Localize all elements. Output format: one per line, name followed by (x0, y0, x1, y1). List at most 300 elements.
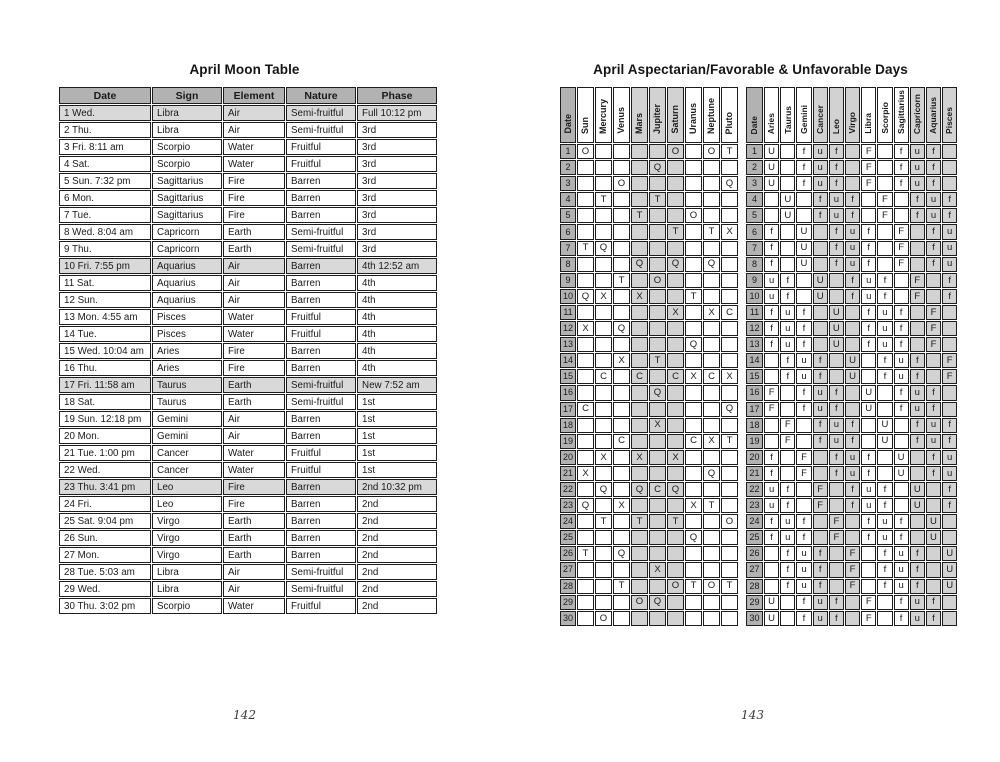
favorability-cell: f (829, 144, 844, 159)
grid-row (560, 176, 738, 191)
aspect-cell (703, 530, 720, 545)
moon-cell-element: Water (223, 445, 285, 461)
favorability-cell: u (877, 530, 892, 545)
aspect-cell (649, 611, 666, 626)
favorability-cell (845, 144, 860, 159)
moon-cell-nature: Barren (286, 343, 356, 359)
aspect-cell (595, 321, 612, 336)
favorability-cell: f (926, 611, 941, 626)
favorability-cell: f (894, 530, 909, 545)
favorability-cell: f (813, 546, 828, 561)
moon-cell-phase: 2nd (357, 598, 437, 614)
moon-cell-sign: Libra (152, 581, 222, 597)
favorability-cell: f (861, 466, 876, 481)
aspect-cell: T (667, 224, 684, 239)
favorability-cell: f (764, 241, 779, 256)
favorable-header-row (746, 87, 957, 143)
aspect-cell (613, 562, 630, 577)
favorability-cell: f (861, 514, 876, 529)
date-cell: 8 (746, 257, 763, 272)
column-header-label: Aquarius (928, 97, 939, 134)
favorability-cell: u (942, 257, 957, 272)
date-cell: 29 (560, 595, 576, 610)
grid-row (746, 241, 957, 256)
column-header-gemini (796, 87, 811, 143)
favorability-cell: f (926, 466, 941, 481)
favorability-cell: U (845, 353, 860, 368)
favorability-cell (910, 466, 925, 481)
left-page-title: April Moon Table (189, 62, 300, 77)
favorability-cell (780, 611, 795, 626)
moon-cell-sign: Sagittarius (152, 207, 222, 223)
favorability-cell: u (877, 514, 892, 529)
column-header-label: Mercury (598, 98, 608, 134)
moon-cell-element: Fire (223, 360, 285, 376)
favorability-cell: f (861, 450, 876, 465)
aspect-cell (721, 562, 738, 577)
moon-cell-sign: Scorpio (152, 156, 222, 172)
date-cell: 21 (560, 466, 576, 481)
aspect-cell (721, 595, 738, 610)
column-header-uranus (685, 87, 702, 143)
aspect-cell (667, 402, 684, 417)
aspect-cell (649, 434, 666, 449)
favorability-cell: f (894, 611, 909, 626)
grid-row (746, 385, 957, 400)
favorability-cell: f (845, 289, 860, 304)
favorability-cell: f (910, 208, 925, 223)
favorability-cell (894, 192, 909, 207)
date-cell: 3 (746, 176, 763, 191)
aspect-cell (685, 321, 702, 336)
aspect-cell (595, 402, 612, 417)
column-header-leo (829, 87, 844, 143)
favorability-cell: U (845, 369, 860, 384)
aspect-cell (685, 514, 702, 529)
favorability-cell: u (796, 562, 811, 577)
favorability-cell (942, 514, 957, 529)
favorability-cell: f (877, 482, 892, 497)
aspect-cell (685, 305, 702, 320)
column-header-label: Leo (831, 118, 842, 134)
favorability-cell (877, 144, 892, 159)
favorability-cell (764, 369, 779, 384)
moon-cell-nature: Barren (286, 207, 356, 223)
date-column-header (560, 87, 576, 143)
favorability-cell: f (926, 241, 941, 256)
moon-cell-sign: Sagittarius (152, 173, 222, 189)
aspect-cell (631, 144, 648, 159)
aspect-cell (577, 418, 594, 433)
moon-table-row (59, 343, 437, 359)
moon-cell-element: Fire (223, 173, 285, 189)
favorability-cell: U (764, 144, 779, 159)
moon-cell-phase: Full 10:12 pm (357, 105, 437, 121)
favorability-cell (877, 611, 892, 626)
moon-cell-date: 25 Sat. 9:04 pm (59, 513, 151, 529)
favorability-cell: f (780, 289, 795, 304)
favorability-cell: f (780, 482, 795, 497)
aspectarian-body (560, 144, 738, 626)
date-column-header-label: Date (562, 114, 573, 134)
favorability-cell (894, 482, 909, 497)
favorability-cell: u (780, 530, 795, 545)
aspect-cell: O (613, 176, 630, 191)
favorability-cell: u (829, 418, 844, 433)
aspect-cell (703, 402, 720, 417)
grid-row (746, 466, 957, 481)
date-cell: 23 (560, 498, 576, 513)
favorability-cell: f (829, 466, 844, 481)
moon-table-row (59, 598, 437, 614)
favorability-cell (829, 482, 844, 497)
favorability-cell: f (813, 562, 828, 577)
aspect-cell: X (667, 305, 684, 320)
aspect-cell (649, 369, 666, 384)
moon-table-row (59, 207, 437, 223)
aspect-cell (613, 482, 630, 497)
favorability-cell: U (942, 579, 957, 594)
aspect-cell: X (577, 466, 594, 481)
favorability-cell: u (910, 144, 925, 159)
aspect-cell (649, 450, 666, 465)
favorability-cell: u (926, 192, 941, 207)
grid-row (746, 369, 957, 384)
aspect-cell: T (667, 514, 684, 529)
favorability-cell: f (764, 321, 779, 336)
date-cell: 20 (746, 450, 763, 465)
favorability-cell (910, 224, 925, 239)
date-cell: 23 (746, 498, 763, 513)
favorability-cell (942, 530, 957, 545)
grid-row (746, 498, 957, 513)
favorability-cell (780, 144, 795, 159)
moon-cell-date: 16 Thu. (59, 360, 151, 376)
grid-row (560, 418, 738, 433)
aspect-cell: T (703, 224, 720, 239)
moon-cell-nature: Barren (286, 275, 356, 291)
favorability-cell: f (861, 305, 876, 320)
aspect-cell (649, 546, 666, 561)
moon-cell-sign: Virgo (152, 530, 222, 546)
aspect-cell: T (703, 498, 720, 513)
aspect-cell: T (613, 273, 630, 288)
moon-table-row (59, 258, 437, 274)
moon-cell-phase: 4th (357, 343, 437, 359)
moon-cell-element: Air (223, 258, 285, 274)
moon-cell-nature: Barren (286, 513, 356, 529)
column-header-venus (613, 87, 630, 143)
aspect-cell (649, 402, 666, 417)
favorability-cell: f (780, 546, 795, 561)
aspect-cell: T (721, 579, 738, 594)
favorability-cell (926, 289, 941, 304)
moon-column-header: Phase (357, 87, 437, 104)
moon-cell-nature: Fruitful (286, 598, 356, 614)
aspect-cell (613, 514, 630, 529)
aspect-cell (577, 337, 594, 352)
favorability-cell: F (813, 482, 828, 497)
grid-row (746, 482, 957, 497)
favorability-cell: u (910, 176, 925, 191)
moon-cell-nature: Fruitful (286, 462, 356, 478)
aspect-cell (595, 530, 612, 545)
date-column-header-label: Date (749, 115, 760, 134)
moon-cell-sign: Taurus (152, 377, 222, 393)
aspect-cell (703, 321, 720, 336)
favorability-cell (796, 273, 811, 288)
moon-cell-nature: Barren (286, 479, 356, 495)
aspect-cell (721, 192, 738, 207)
date-cell: 28 (560, 579, 576, 594)
aspect-cell (667, 466, 684, 481)
moon-cell-element: Water (223, 309, 285, 325)
favorability-cell (910, 514, 925, 529)
aspect-cell (703, 514, 720, 529)
favorability-cell: u (910, 595, 925, 610)
moon-column-header: Date (59, 87, 151, 104)
favorability-cell: f (829, 257, 844, 272)
favorability-cell (942, 337, 957, 352)
favorability-cell: f (780, 579, 795, 594)
favorability-cell (926, 273, 941, 288)
favorability-cell (910, 241, 925, 256)
aspect-cell (685, 176, 702, 191)
aspect-cell (613, 241, 630, 256)
favorability-cell: U (829, 337, 844, 352)
grid-row (746, 434, 957, 449)
aspect-cell (595, 273, 612, 288)
date-cell: 11 (560, 305, 576, 320)
aspect-cell: T (631, 208, 648, 223)
moon-cell-phase: 2nd (357, 581, 437, 597)
favorability-cell (910, 530, 925, 545)
moon-cell-phase: 4th (357, 360, 437, 376)
grid-row (560, 514, 738, 529)
moon-cell-sign: Aquarius (152, 258, 222, 274)
moon-table-body (59, 105, 437, 614)
grid-row (560, 611, 738, 626)
moon-cell-sign: Aries (152, 343, 222, 359)
moon-table-row (59, 139, 437, 155)
aspect-cell (703, 611, 720, 626)
favorability-cell (829, 353, 844, 368)
aspect-cell (595, 595, 612, 610)
aspect-cell (721, 530, 738, 545)
aspect-cell (667, 434, 684, 449)
grid-row (560, 241, 738, 256)
aspect-cell: X (703, 434, 720, 449)
favorability-cell: U (813, 273, 828, 288)
aspect-cell (613, 257, 630, 272)
date-cell: 24 (746, 514, 763, 529)
aspect-cell (577, 305, 594, 320)
favorability-cell: u (877, 321, 892, 336)
favorability-cell (926, 546, 941, 561)
grid-row (746, 611, 957, 626)
favorability-cell: u (861, 289, 876, 304)
favorability-cell: F (926, 305, 941, 320)
grid-row (746, 353, 957, 368)
moon-cell-date: 19 Sun. 12:18 pm (59, 411, 151, 427)
favorability-cell: F (764, 385, 779, 400)
favorability-cell: F (942, 353, 957, 368)
aspect-cell: C (721, 305, 738, 320)
favorability-cell: f (780, 498, 795, 513)
favorability-cell: f (894, 176, 909, 191)
date-cell: 16 (746, 385, 763, 400)
favorability-cell: f (942, 289, 957, 304)
aspect-cell (649, 144, 666, 159)
aspectarian-header (560, 87, 738, 143)
column-header-scorpio (877, 87, 892, 143)
aspect-cell (685, 224, 702, 239)
moon-cell-element: Air (223, 428, 285, 444)
column-header-aquarius (926, 87, 941, 143)
grid-row (746, 514, 957, 529)
aspect-cell: X (667, 450, 684, 465)
grid-row (560, 579, 738, 594)
grid-row (560, 498, 738, 513)
favorable-header (746, 87, 957, 143)
aspect-cell: X (685, 369, 702, 384)
date-cell: 22 (746, 482, 763, 497)
favorable-body (746, 144, 957, 626)
column-header-label: Cancer (814, 105, 825, 134)
favorability-cell (926, 369, 941, 384)
aspect-cell: Q (631, 482, 648, 497)
favorability-cell: U (829, 321, 844, 336)
favorability-cell: F (861, 144, 876, 159)
favorability-cell: u (942, 466, 957, 481)
moon-cell-nature: Semi-fruitful (286, 224, 356, 240)
favorability-cell (845, 402, 860, 417)
favorability-cell: f (894, 144, 909, 159)
grid-row (560, 144, 738, 159)
aspect-cell (577, 273, 594, 288)
aspect-cell: O (721, 514, 738, 529)
favorability-cell (861, 434, 876, 449)
aspect-cell (685, 385, 702, 400)
favorability-cell (894, 289, 909, 304)
favorability-cell: u (829, 192, 844, 207)
grid-row (746, 562, 957, 577)
favorability-cell: F (813, 498, 828, 513)
favorability-cell: U (910, 482, 925, 497)
aspect-cell: T (631, 514, 648, 529)
favorability-cell: f (764, 257, 779, 272)
favorability-cell: U (764, 595, 779, 610)
favorability-cell (845, 176, 860, 191)
favorability-cell (796, 192, 811, 207)
favorability-cell: u (796, 579, 811, 594)
aspect-cell (667, 530, 684, 545)
favorability-cell: f (894, 402, 909, 417)
aspect-cell (631, 337, 648, 352)
favorability-cell: f (780, 273, 795, 288)
favorability-cell: u (813, 402, 828, 417)
favorability-cell: f (910, 579, 925, 594)
moon-cell-date: 1 Wed. (59, 105, 151, 121)
favorability-cell (861, 562, 876, 577)
date-cell: 10 (560, 289, 576, 304)
grid-row (746, 144, 957, 159)
aspect-cell (667, 289, 684, 304)
favorability-cell: f (796, 321, 811, 336)
moon-column-header: Sign (152, 87, 222, 104)
aspect-cell (649, 241, 666, 256)
column-header-label: Taurus (782, 106, 793, 134)
aspect-cell: Q (703, 257, 720, 272)
aspect-cell (631, 241, 648, 256)
favorability-cell: f (829, 224, 844, 239)
aspect-cell (703, 418, 720, 433)
date-cell: 16 (560, 385, 576, 400)
aspect-cell (613, 611, 630, 626)
favorability-cell: f (910, 434, 925, 449)
aspect-cell (613, 289, 630, 304)
favorability-cell: f (813, 208, 828, 223)
aspect-cell (631, 466, 648, 481)
moon-cell-element: Water (223, 139, 285, 155)
favorability-cell (845, 305, 860, 320)
favorability-cell: u (845, 466, 860, 481)
aspect-cell (721, 289, 738, 304)
aspect-cell (631, 530, 648, 545)
date-cell: 29 (746, 595, 763, 610)
favorability-cell: f (845, 273, 860, 288)
column-header-label: Sun (580, 117, 590, 134)
grid-row (560, 305, 738, 320)
moon-cell-date: 24 Fri. (59, 496, 151, 512)
column-header-label: Virgo (847, 112, 858, 134)
aspect-cell: Q (613, 546, 630, 561)
favorability-cell: f (926, 160, 941, 175)
aspect-cell: T (577, 546, 594, 561)
favorability-cell: u (813, 611, 828, 626)
aspect-cell (577, 176, 594, 191)
favorability-cell (796, 482, 811, 497)
aspect-cell (613, 192, 630, 207)
date-cell: 18 (560, 418, 576, 433)
favorability-cell: f (942, 208, 957, 223)
favorability-cell: f (877, 289, 892, 304)
moon-cell-phase: 2nd (357, 513, 437, 529)
aspect-cell (649, 176, 666, 191)
date-cell: 7 (746, 241, 763, 256)
aspect-cell (667, 353, 684, 368)
moon-cell-phase: 1st (357, 411, 437, 427)
date-cell: 30 (746, 611, 763, 626)
favorability-cell (877, 450, 892, 465)
column-header-label: Pisces (944, 107, 955, 134)
moon-cell-element: Water (223, 326, 285, 342)
favorability-cell: F (796, 450, 811, 465)
aspect-cell (703, 595, 720, 610)
favorability-cell: F (910, 273, 925, 288)
column-header-virgo (845, 87, 860, 143)
aspect-cell (631, 434, 648, 449)
date-cell: 22 (560, 482, 576, 497)
aspect-cell (703, 337, 720, 352)
aspect-cell (613, 224, 630, 239)
aspect-cell (667, 208, 684, 223)
favorability-cell: F (894, 224, 909, 239)
aspect-cell (721, 482, 738, 497)
moon-cell-nature: Fruitful (286, 326, 356, 342)
favorability-cell: F (926, 321, 941, 336)
favorability-cell: f (829, 241, 844, 256)
